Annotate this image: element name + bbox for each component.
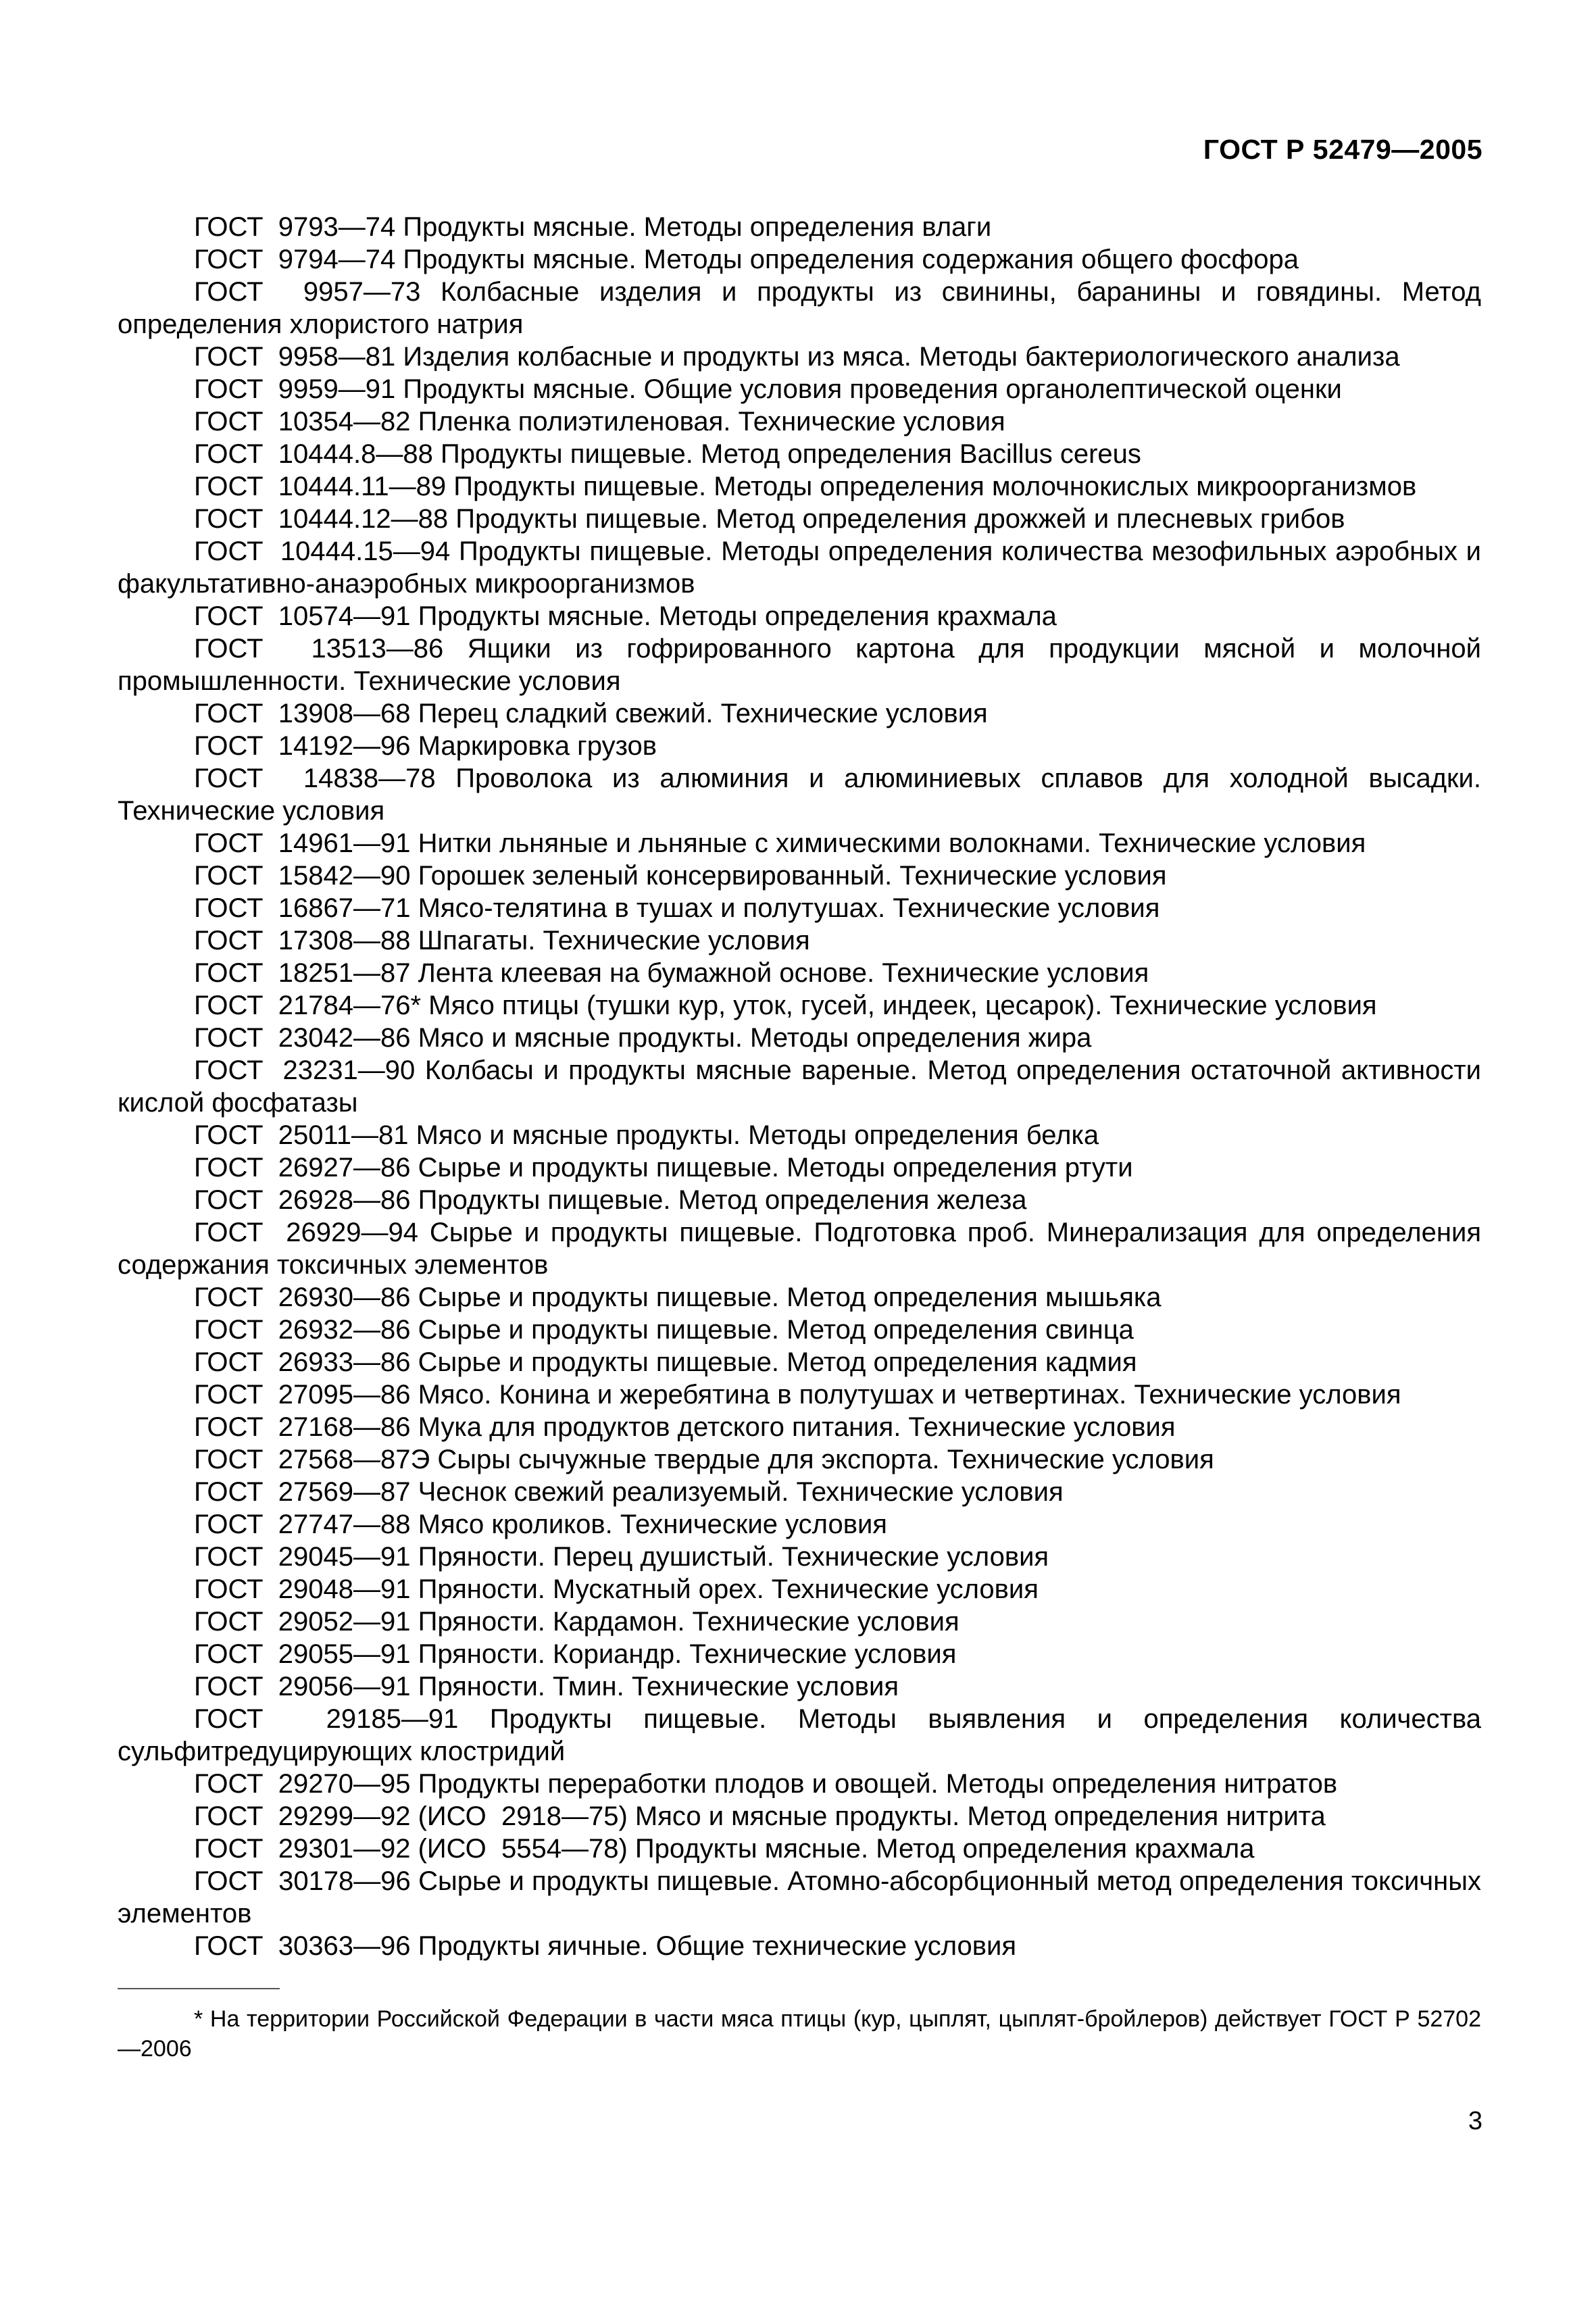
reference-code: ГОСТ 10444.15—94 [194,537,451,566]
reference-code: ГОСТ 26929—94 [194,1218,418,1247]
reference-code: ГОСТ 27747—88 [194,1510,411,1539]
reference-code: ГОСТ 14192—96 [194,731,411,761]
reference-entry [118,1119,1481,1151]
reference-entry [118,1930,1481,1962]
reference-title: Пленка полиэтиленовая. Технические условия [418,407,1005,437]
reference-title: Сырье и продукты пищевые. Атомно-абсорбционный метод определения токсичных элементов [118,1866,1481,1928]
reference-title: Мясо птицы (тушки кур, уток, гусей, индеек, цесарок). Технические условия [428,991,1377,1020]
reference-title: Лента клеевая на бумажной основе. Технические условия [418,958,1149,988]
reference-code: ГОСТ 26932—86 [194,1315,411,1345]
reference-title: Мясо-телятина в тушах и полутушах. Технические условия [418,893,1160,923]
reference-title: Продукты пищевые. Метод определения Bacillus cereus [440,439,1141,469]
reference-entry [118,243,1481,276]
reference-title: Ящики из гофрированного картона для продукции мясной и молочной промышленности. Технические условия [118,634,1481,696]
reference-title: Сырье и продукты пищевые. Метод определения свинца [418,1315,1134,1345]
reference-entry [118,276,1481,341]
reference-code: ГОСТ 17308—88 [194,926,411,955]
reference-code: ГОСТ 14838—78 [194,764,436,793]
reference-code: ГОСТ 29270—95 [194,1769,411,1799]
reference-title: Мука для продуктов детского питания. Технические условия [418,1412,1176,1442]
reference-title: Продукты мясные. Методы определения влаги [403,212,992,242]
reference-entry [118,600,1481,632]
reference-code: ГОСТ 23231—90 [194,1055,416,1085]
reference-code: ГОСТ 27168—86 [194,1412,411,1442]
reference-title: Чеснок свежий реализуемый. Технические условия [418,1477,1064,1507]
reference-title: Пряности. Тмин. Технические условия [418,1672,899,1701]
reference-entry [118,1346,1481,1378]
reference-title: Перец сладкий свежий. Технические условия [418,699,988,728]
reference-code: ГОСТ 26933—86 [194,1347,411,1377]
reference-entry [118,1476,1481,1508]
reference-entry [118,211,1481,243]
reference-title: Проволока из алюминия и алюминиевых сплавов для холодной высадки. Технические условия [118,764,1481,826]
reference-entry [118,1216,1481,1281]
reference-code: ГОСТ 29301—92 (ИСО 5554—78) [194,1834,628,1864]
reference-title: Сырье и продукты пищевые. Методы определения ртути [418,1153,1133,1183]
reference-entry [118,1184,1481,1216]
reference-entry [118,1508,1481,1541]
reference-entry [118,341,1481,373]
reference-entry [118,892,1481,924]
reference-code: ГОСТ 14961—91 [194,828,411,858]
reference-code: ГОСТ 27095—86 [194,1380,411,1410]
reference-entry [118,989,1481,1022]
reference-entry [118,373,1481,405]
reference-entry [118,924,1481,957]
footnote: * На территории Российской Федерации в части мяса птицы (кур, цыплят, цыплят-бройлеров) действует ГОСТ Р 52702—2006 [118,2006,1481,2062]
reference-code: ГОСТ 10444.8—88 [194,439,433,469]
reference-code: ГОСТ 16867—71 [194,893,411,923]
reference-title: Нитки льняные и льняные с химическими волокнами. Технические условия [418,828,1366,858]
reference-code: ГОСТ 9959—91 [194,374,396,404]
normative-references-list [118,211,1481,1962]
reference-code: ГОСТ 13513—86 [194,634,444,664]
reference-code: ГОСТ 27569—87 [194,1477,411,1507]
reference-entry [118,470,1481,503]
reference-entry [118,1314,1481,1346]
reference-title: Продукты мясные. Методы определения крахмала [418,601,1057,631]
reference-title: Мясо кроликов. Технические условия [418,1510,887,1539]
reference-code: ГОСТ 29185—91 [194,1704,459,1734]
reference-entry [118,730,1481,762]
reference-title: Продукты пищевые. Методы выявления и определения количества сульфитредуцирующих клостридий [118,1704,1481,1766]
reference-entry [118,1605,1481,1638]
reference-entry [118,1638,1481,1670]
reference-code: ГОСТ 29056—91 [194,1672,411,1701]
reference-code: ГОСТ 15842—90 [194,861,411,891]
reference-code: ГОСТ 27568—87Э [194,1445,430,1474]
reference-entry [118,1541,1481,1573]
reference-entry [118,1703,1481,1768]
reference-title: Продукты мясные. Общие условия проведения органолептической оценки [403,374,1342,404]
reference-title: Мясо и мясные продукты. Метод определения нитрита [634,1801,1326,1831]
reference-entry [118,535,1481,600]
reference-title: Сыры сычужные твердые для экспорта. Технические условия [437,1445,1214,1474]
reference-code: ГОСТ 10444.11—89 [194,472,447,501]
reference-entry [118,1378,1481,1411]
document-number-header: ГОСТ Р 52479—2005 [1203,134,1482,165]
reference-entry [118,860,1481,892]
reference-title: Сырье и продукты пищевые. Подготовка проб. Минерализация для определения содержания токсичных элементов [118,1218,1481,1280]
reference-title: Изделия колбасные и продукты из мяса. Методы бактериологического анализа [403,342,1400,372]
reference-title: Сырье и продукты пищевые. Метод определения кадмия [418,1347,1137,1377]
reference-title: Мясо и мясные продукты. Методы определения белка [416,1120,1099,1150]
reference-title: Сырье и продукты пищевые. Метод определения мышьяка [418,1283,1162,1312]
reference-title: Пряности. Кориандр. Технические условия [418,1639,957,1669]
reference-title: Продукты пищевые. Методы определения количества мезофильных аэробных и факультативно-анаэробных микроорганизмов [118,537,1482,599]
reference-code: ГОСТ 10354—82 [194,407,411,437]
reference-code: ГОСТ 26930—86 [194,1283,411,1312]
reference-title: Пряности. Мускатный орех. Технические условия [418,1574,1039,1604]
reference-entry [118,1054,1481,1119]
reference-entry [118,1151,1481,1184]
reference-title: Мясо и мясные продукты. Методы определения жира [418,1023,1092,1053]
reference-code: ГОСТ 29045—91 [194,1542,411,1572]
reference-title: Колбасы и продукты мясные вареные. Метод определения остаточной активности кислой фосфатазы [118,1055,1481,1118]
reference-entry [118,503,1481,535]
reference-code: ГОСТ 18251—87 [194,958,411,988]
reference-title: Пряности. Перец душистый. Технические условия [418,1542,1049,1572]
reference-code: ГОСТ 21784—76* [194,991,422,1020]
footnote-separator [118,1988,280,1989]
reference-code: ГОСТ 29052—91 [194,1607,411,1637]
reference-entry [118,1768,1481,1800]
reference-entry [118,762,1481,827]
reference-title: Пряности. Кардамон. Технические условия [418,1607,959,1637]
reference-entry [118,1411,1481,1443]
reference-entry [118,1573,1481,1605]
reference-entry [118,1443,1481,1476]
reference-title: Колбасные изделия и продукты из свинины, баранины и говядины. Метод определения хлористого натрия [118,277,1481,339]
reference-code: ГОСТ 26927—86 [194,1153,411,1183]
reference-entry [118,1670,1481,1703]
reference-code: ГОСТ 29055—91 [194,1639,411,1669]
reference-entry [118,697,1481,730]
reference-code: ГОСТ 23042—86 [194,1023,411,1053]
reference-title: Продукты пищевые. Метод определения дрожжей и плесневых грибов [455,504,1345,534]
reference-code: ГОСТ 9794—74 [194,245,396,274]
reference-entry [118,1281,1481,1314]
reference-entry [118,1865,1481,1930]
reference-code: ГОСТ 25011—81 [194,1120,409,1150]
reference-entry [118,405,1481,438]
reference-code: ГОСТ 10574—91 [194,601,411,631]
reference-entry [118,438,1481,470]
reference-entry [118,1833,1481,1865]
reference-code: ГОСТ 29299—92 (ИСО 2918—75) [194,1801,628,1831]
reference-title: Шпагаты. Технические условия [418,926,810,955]
reference-entry [118,827,1481,860]
reference-title: Продукты мясные. Метод определения крахмала [634,1834,1255,1864]
reference-title: Мясо. Конина и жеребятина в полутушах и четвертинах. Технические условия [418,1380,1401,1410]
reference-entry [118,1022,1481,1054]
reference-code: ГОСТ 9958—81 [194,342,396,372]
reference-code: ГОСТ 29048—91 [194,1574,411,1604]
reference-entry [118,957,1481,989]
reference-code: ГОСТ 13908—68 [194,699,411,728]
reference-code: ГОСТ 9793—74 [194,212,396,242]
page-number: 3 [1468,2107,1482,2135]
reference-title: Продукты пищевые. Метод определения железа [418,1185,1027,1215]
reference-entry [118,632,1481,697]
reference-title: Продукты переработки плодов и овощей. Методы определения нитратов [418,1769,1338,1799]
reference-title: Маркировка грузов [418,731,657,761]
reference-code: ГОСТ 30363—96 [194,1931,411,1961]
reference-title: Продукты яичные. Общие технические условия [418,1931,1017,1961]
reference-title: Продукты мясные. Методы определения содержания общего фосфора [403,245,1299,274]
reference-code: ГОСТ 9957—73 [194,277,421,307]
reference-title: Продукты пищевые. Методы определения молочнокислых микроорганизмов [453,472,1417,501]
reference-code: ГОСТ 26928—86 [194,1185,411,1215]
reference-code: ГОСТ 10444.12—88 [194,504,449,534]
reference-entry [118,1800,1481,1833]
reference-title: Горошек зеленый консервированный. Технические условия [418,861,1167,891]
reference-code: ГОСТ 30178—96 [194,1866,411,1896]
